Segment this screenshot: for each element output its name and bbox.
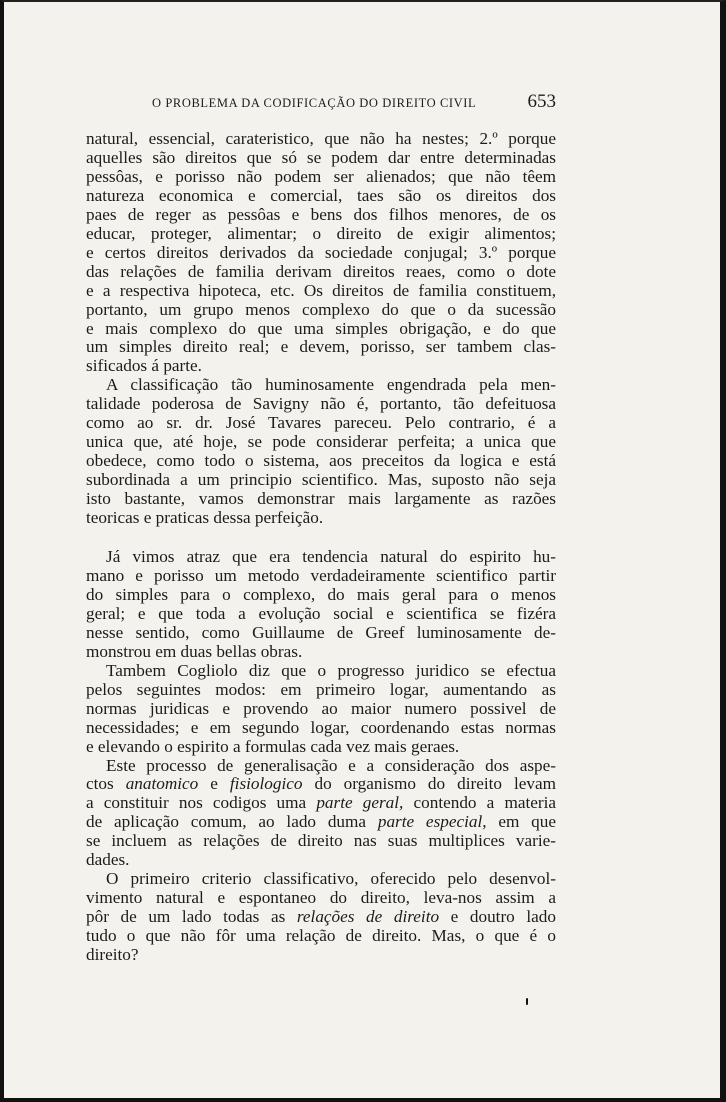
text-segment: O primeiro criterio classificativo, oferecido pelo desenvol- [106, 869, 556, 889]
text-segment: nesse sentido, como Guillaume de Greef luminosamente de- [86, 622, 556, 642]
text-line [86, 643, 556, 662]
ink-speck [526, 998, 528, 1005]
text-line [86, 889, 556, 908]
text-segment: e certos direitos derivados da sociedade conjugal; 3.º porque [86, 242, 556, 262]
text-segment: necessidades; e em segundo logar, coordenando estas normas [86, 717, 556, 737]
text-segment: pessôas, e porisso não podem ser alienados; que não têem [86, 166, 556, 186]
text-line [86, 851, 556, 870]
text-segment: como ao sr. dr. José Tavares pareceu. Pelo contrario, é a [86, 413, 556, 433]
text-line [86, 605, 556, 624]
italic-term: parte geral, [316, 793, 404, 813]
text-segment: ctos [86, 774, 126, 794]
page-number: 653 [527, 91, 556, 112]
text-segment: um simples direito real; e devem, porisso, ser tambem clas- [86, 337, 556, 357]
text-line [86, 206, 556, 225]
text-segment: de aplicação comum, ao lado duma [86, 812, 378, 832]
text-segment: vimento natural e espontaneo do direito, leva-nos assim a [86, 888, 556, 908]
text-line [86, 813, 556, 832]
text-segment: dades. [86, 850, 130, 870]
text-segment: talidade poderosa de Savigny não é, portanto, tão defeituosa [86, 394, 556, 414]
text-line [86, 738, 556, 757]
text-line [86, 433, 556, 452]
text-line [86, 414, 556, 433]
text-segment: tudo o que não fôr uma relação de direito. Mas, o que é o [86, 926, 556, 946]
text-segment: Este processo de generalisação e a consideração dos aspe- [106, 755, 556, 775]
text-line [86, 908, 556, 927]
paragraph [86, 130, 556, 376]
text-segment: se incluem as relações de direito nas suas multiplices varie- [86, 831, 556, 851]
text-line [86, 586, 556, 605]
text-segment: natureza economica e comercial, taes são os direitos dos [86, 185, 556, 205]
text-line [86, 775, 556, 794]
text-segment: teoricas e praticas dessa perfeição. [86, 508, 324, 528]
text-segment: A classificação tão huminosamente engendrada pela men- [106, 375, 556, 395]
text-line [86, 757, 556, 776]
text-segment: normas juridicas e provendo ao maior numero possivel de [86, 698, 556, 718]
italic-term: parte especial, [377, 812, 487, 832]
text-line [86, 509, 556, 528]
paragraph [86, 757, 556, 871]
paragraph [86, 548, 556, 662]
text-segment: das relações de familia derivam direitos reaes, como o dote [86, 261, 556, 281]
text-line [86, 567, 556, 586]
text-line [86, 282, 556, 301]
text-segment: e a respectiva hipoteca, etc. Os direitos de familia constituem, [86, 280, 556, 300]
text-segment: pôr de um lado todas as [86, 907, 297, 927]
text-segment: do organismo do direito levam [302, 774, 556, 794]
text-segment: contendo a materia [403, 793, 556, 813]
text-segment: Já vimos atraz que era tendencia natural do espirito hu- [106, 547, 556, 567]
text-line [86, 471, 556, 490]
text-segment: e elevando o espirito a formulas cada vez mais geraes. [86, 736, 460, 756]
text-segment: isto bastante, vamos demonstrar mais largamente as razões [86, 489, 556, 509]
italic-term: relações de direito [296, 907, 440, 927]
text-segment: natural, essencial, carateristico, que não ha nestes; 2.º porque [86, 129, 556, 148]
text-segment: obedece, como todo o sistema, aos preceitos da logica e está [86, 451, 556, 471]
text-segment: e mais complexo do que uma simples obrigação, e do que [86, 318, 556, 338]
text-line [86, 794, 556, 813]
text-line [86, 832, 556, 851]
text-line [86, 168, 556, 187]
text-line [86, 452, 556, 471]
running-header [152, 91, 556, 113]
text-line [86, 700, 556, 719]
text-line [86, 662, 556, 681]
text-line [86, 927, 556, 946]
text-line [86, 870, 556, 889]
text-line [86, 376, 556, 395]
paragraph [86, 870, 556, 965]
text-segment: educar, proteger, alimentar; o direito de exigir alimentos; [86, 223, 556, 243]
italic-term: anatomico [125, 774, 199, 794]
text-line [86, 263, 556, 282]
text-line [86, 338, 556, 357]
text-segment: monstrou em duas bellas obras. [86, 641, 303, 661]
text-line [86, 946, 556, 965]
text-segment: pelos seguintes modos: em primeiro logar, aumentando as [86, 679, 556, 699]
paragraph [86, 376, 556, 528]
text-line [86, 225, 556, 244]
italic-term: fisiologico [229, 774, 303, 794]
text-segment: em que [486, 812, 556, 832]
text-segment: e [198, 774, 230, 794]
text-segment: sificados á parte. [86, 356, 202, 376]
text-line [86, 490, 556, 509]
text-line [86, 357, 556, 376]
text-segment: direito? [86, 945, 139, 965]
text-segment: portanto, um grupo menos complexo do que o da sucessão [86, 299, 556, 319]
text-line [86, 301, 556, 320]
body-text [86, 130, 556, 965]
text-line [86, 681, 556, 700]
text-line [86, 395, 556, 414]
text-segment: paes de reger as pessôas e bens dos filhos menores, de os [86, 204, 556, 224]
text-line [86, 719, 556, 738]
text-segment: aquelles são direitos que só se podem dar entre determinadas [86, 147, 556, 167]
text-segment: geral; e que toda a evolução social e scientifica se fizéra [86, 603, 556, 623]
text-line [86, 624, 556, 643]
text-segment: do simples para o complexo, do mais geral para o menos [86, 584, 556, 604]
text-segment: unica que, até hoje, se pode considerar perfeita; a unica que [86, 432, 556, 452]
text-line [86, 320, 556, 339]
text-line [86, 149, 556, 168]
running-title: O PROBLEMA DA CODIFICAÇÃO DO DIREITO CIVIL [152, 96, 477, 110]
text-line [86, 130, 556, 149]
text-segment: a constituir nos codigos uma [86, 793, 317, 813]
text-line [86, 187, 556, 206]
paragraph [86, 662, 556, 757]
paragraph-gap [86, 528, 556, 548]
text-segment: Tambem Cogliolo diz que o progresso juridico se efectua [106, 660, 556, 680]
text-line [86, 548, 556, 567]
text-segment: subordinada a um principio scientifico. Mas, suposto não seja [86, 470, 556, 490]
text-segment: mano e porisso um metodo verdadeiramente scientifico partir [86, 565, 556, 585]
text-segment: e doutro lado [439, 907, 556, 927]
text-line [86, 244, 556, 263]
